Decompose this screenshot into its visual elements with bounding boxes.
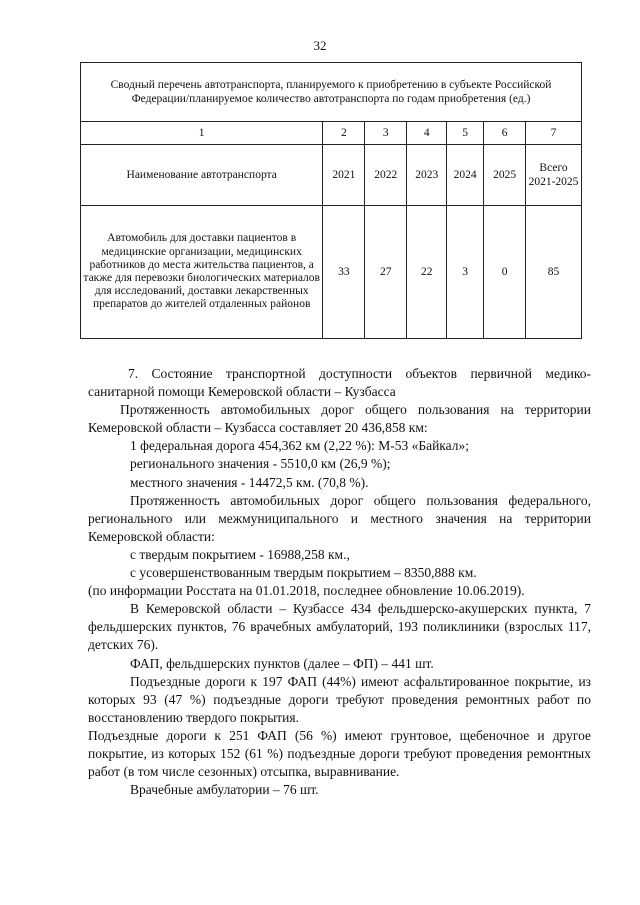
table-header-row: [81, 145, 582, 206]
column-number: 2: [323, 122, 365, 145]
header-year: 2021: [323, 145, 365, 206]
body-text: [88, 365, 591, 799]
header-total: Всего 2021-2025: [526, 145, 582, 206]
paragraph: (по информации Росстата на 01.01.2018, последнее обновление 10.06.2019).: [88, 583, 525, 599]
paragraph: В Кемеровской области – Кузбассе 434 фельдшерско-акушерских пункта, 7 фельдшерских пунктов, 76 врачебных амбулаторий, 193 поликлиники (взрослых 117, детских 76).: [88, 601, 591, 653]
table-row: [81, 206, 582, 339]
year-value: 0: [484, 206, 526, 339]
paragraph: Подъездные дороги к 251 ФАП (56 %) имеют грунтовое, щебеночное и другое покрытие, из которых 152 (61 %) подъездные дороги требуют проведения ремонтных работ (в том числе сезонных) отсыпка, выравнивание.: [88, 727, 591, 780]
paragraph: Подъездные дороги к 197 ФАП (44%) имеют асфальтированное покрытие, из которых 93 (47 %) подъездные дороги требуют проведения ремонтных работ по восстановлению твердого покрытия.: [88, 673, 591, 725]
paragraph: ФАП, фельдшерских пунктов (далее – ФП) – 441 шт.: [130, 655, 434, 671]
year-value: 22: [407, 206, 447, 339]
year-value: 33: [323, 206, 365, 339]
paragraph: регионального значения - 5510,0 км (26,9 %);: [130, 456, 391, 472]
paragraph: Врачебные амбулатории – 76 шт.: [130, 782, 319, 798]
paragraph: местного значения - 14472,5 км. (70,8 %).: [130, 474, 369, 490]
column-number: 6: [484, 122, 526, 145]
paragraph: с усовершенствованным твердым покрытием – 8350,888 км.: [130, 565, 477, 581]
year-value: 3: [447, 206, 484, 339]
paragraph: с твердым покрытием - 16988,258 км.,: [130, 546, 350, 562]
table-row-column-numbers: [81, 122, 582, 145]
year-value: 27: [365, 206, 407, 339]
column-number: 3: [365, 122, 407, 145]
column-number: 7: [526, 122, 582, 145]
header-year: 2022: [365, 145, 407, 206]
paragraph: Протяженность автомобильных дорог общего пользования на территории Кемеровской области – Кузбасса составляет 20 436,858 км:: [88, 402, 591, 436]
column-number: 4: [407, 122, 447, 145]
section-heading: 7. Состояние транспортной доступности объектов первичной медико-санитарной помощи Кемеровской области – Кузбасса: [88, 366, 591, 400]
page-number: 32: [313, 38, 327, 53]
paragraph: 1 федеральная дорога 454,362 км (2,22 %): М-53 «Байкал»;: [130, 438, 470, 454]
vehicle-purchase-table: [80, 62, 582, 339]
vehicle-name: Автомобиль для доставки пациентов в медицинские организации, медицинских работников до места жительства пациентов, а также для перевозки биологических материалов для исследований, доставки лекарственных препаратов до жителей отдаленных районов: [81, 206, 323, 339]
column-number: 1: [81, 122, 323, 145]
header-year: 2024: [447, 145, 484, 206]
paragraph: Протяженность автомобильных дорог общего пользования федерального, регионального или межмуниципального и местного значения на территории Кемеровской области:: [88, 492, 591, 544]
header-year: 2023: [407, 145, 447, 206]
column-number: 5: [447, 122, 484, 145]
table-caption: Сводный перечень автотранспорта, планируемого к приобретению в субъекте Российской Федерации/планируемое количество автотранспорта по годам приобретения (ед.): [81, 63, 582, 122]
total-value: 85: [526, 206, 582, 339]
header-year: 2025: [484, 145, 526, 206]
header-vehicle-name: Наименование автотранспорта: [81, 145, 323, 206]
